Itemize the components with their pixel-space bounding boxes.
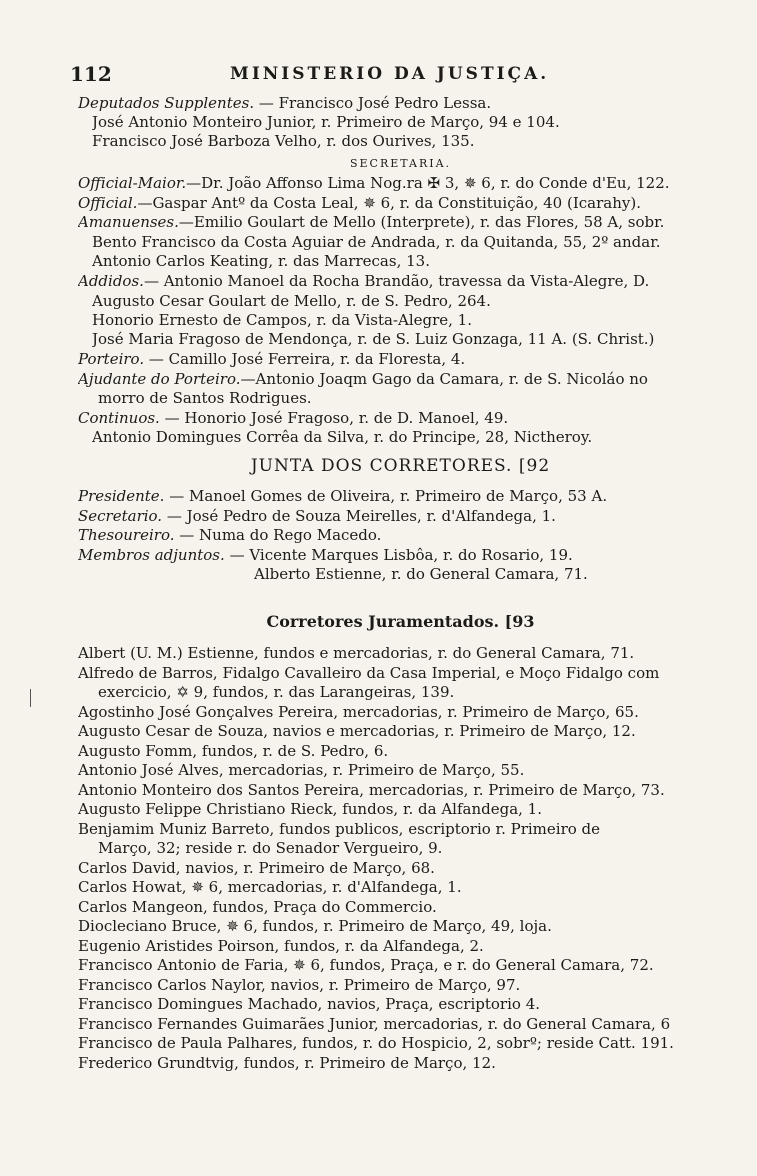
role-label: Official. xyxy=(78,194,138,212)
entry-line xyxy=(78,703,723,722)
entry-line xyxy=(78,507,723,526)
entry-line xyxy=(92,252,723,271)
entry-text: Março, 32; reside r. do Senador Vergueiro, 9. xyxy=(98,839,443,857)
entry-text: Carlos Howat, ✵ 6, mercadorias, r. d'Alfandega, 1. xyxy=(78,878,462,896)
page-number: 112 xyxy=(70,62,112,86)
entry-text: Antonio Carlos Keating, r. das Marrecas, 13. xyxy=(92,252,430,270)
entry-line xyxy=(78,1054,723,1073)
entry-line xyxy=(92,113,723,132)
entry-line xyxy=(78,1034,723,1053)
entry-line xyxy=(92,311,723,330)
section-heading xyxy=(78,153,723,172)
entry-text: morro de Santos Rodrigues. xyxy=(98,389,312,407)
entry-line xyxy=(92,428,723,447)
role-label: Thesoureiro. xyxy=(78,526,175,544)
entry-text: José Antonio Monteiro Junior, r. Primeiro de Março, 94 e 104. xyxy=(92,113,560,131)
entry-text: Antonio Monteiro dos Santos Pereira, mercadorias, r. Primeiro de Março, 73. xyxy=(78,781,665,799)
section-heading-text: JUNTA DOS CORRETORES. [92 xyxy=(250,457,551,476)
entry-text: Francisco Carlos Naylor, navios, r. Primeiro de Março, 97. xyxy=(78,976,521,994)
entry-line xyxy=(78,664,723,683)
entry-text: Francisco Antonio de Faria, ✵ 6, fundos, Praça, e r. do General Camara, 72. xyxy=(78,956,654,974)
entry-line xyxy=(92,233,723,252)
section-heading-text: SECRETARIA. xyxy=(349,157,452,170)
entry-text: — José Pedro de Souza Meirelles, r. d'Alfandega, 1. xyxy=(166,507,556,525)
entry-text: Francisco Domingues Machado, navios, Praça, escriptorio 4. xyxy=(78,995,541,1013)
entry-text: Antonio José Alves, mercadorias, r. Primeiro de Março, 55. xyxy=(78,761,525,779)
entry-line xyxy=(78,350,723,369)
entry-text: — Francisco José Pedro Lessa. xyxy=(258,94,492,112)
role-label: Addidos. xyxy=(78,272,144,290)
entry-line xyxy=(78,194,723,213)
entry-line xyxy=(78,878,723,897)
entry-line xyxy=(78,370,723,389)
entry-line xyxy=(92,330,723,349)
entry-text: Honorio Ernesto de Campos, r. da Vista-Alegre, 1. xyxy=(92,311,472,329)
page-header xyxy=(70,62,720,88)
entry-line xyxy=(98,389,723,408)
entry-text: —Dr. João Affonso Lima Nog.ra ✠ 3, ✵ 6, r. do Conde d'Eu, 122. xyxy=(186,174,670,192)
entry-line xyxy=(78,213,723,232)
entry-line xyxy=(78,781,723,800)
entry-line xyxy=(78,94,723,113)
entry-line xyxy=(78,859,723,878)
entry-text: — Vicente Marques Lisbôa, r. do Rosario, 19. xyxy=(229,546,573,564)
entry-text: Alfredo de Barros, Fidalgo Cavalleiro da Casa Imperial, e Moço Fidalgo com xyxy=(78,664,660,682)
section-heading xyxy=(78,612,723,634)
entry-line xyxy=(78,976,723,995)
margin-mark xyxy=(30,689,31,707)
entry-text: Frederico Grundtvig, fundos, r. Primeiro de Março, 12. xyxy=(78,1054,496,1072)
entry-text: Francisco de Paula Palhares, fundos, r. do Hospicio, 2, sobrº; reside Catt. 191. xyxy=(78,1034,674,1052)
entry-text: Agostinho José Gonçalves Pereira, mercadorias, r. Primeiro de Março, 65. xyxy=(78,703,639,721)
entry-line xyxy=(92,132,723,151)
entry-text: Antonio Domingues Corrêa da Silva, r. do Principe, 28, Nictheroy. xyxy=(92,428,593,446)
entry-text: Augusto Fomm, fundos, r. de S. Pedro, 6. xyxy=(78,742,389,760)
entry-line xyxy=(78,761,723,780)
entry-text: Benjamim Muniz Barreto, fundos publicos, escriptorio r. Primeiro de xyxy=(78,820,601,838)
entry-text: Albert (U. M.) Estienne, fundos e mercadorias, r. do General Camara, 71. xyxy=(78,644,635,662)
role-label: Presidente. xyxy=(78,487,165,505)
entry-text: Francisco Fernandes Guimarães Junior, mercadorias, r. do General Camara, 6 xyxy=(78,1015,671,1033)
entry-line xyxy=(78,742,723,761)
entry-text: Carlos David, navios, r. Primeiro de Março, 68. xyxy=(78,859,435,877)
entry-line xyxy=(78,995,723,1014)
entry-line xyxy=(78,174,723,193)
entry-text: — Honorio José Fragoso, r. de D. Manoel, 49. xyxy=(164,409,509,427)
role-label: Official-Maior. xyxy=(78,174,187,192)
entry-line xyxy=(78,937,723,956)
role-label: Amanuenses. xyxy=(78,213,179,231)
entry-line xyxy=(78,917,723,936)
entry-text: — Camillo José Ferreira, r. da Floresta, 4. xyxy=(148,350,466,368)
section-heading xyxy=(78,457,723,481)
role-label: Membros adjuntos. xyxy=(78,546,225,564)
entry-line xyxy=(78,409,723,428)
entry-text: —Antonio Joaqm Gago da Camara, r. de S. Nicoláo no xyxy=(240,370,648,388)
entry-text: Bento Francisco da Costa Aguiar de Andrada, r. da Quitanda, 55, 2º andar. xyxy=(92,233,661,251)
entry-line xyxy=(78,722,723,741)
section-heading-text: Corretores Juramentados. [93 xyxy=(266,612,535,631)
entry-text: Alberto Estienne, r. do General Camara, 71. xyxy=(254,565,588,583)
entry-text: — Manoel Gomes de Oliveira, r. Primeiro de Março, 53 A. xyxy=(169,487,608,505)
entry-text: — Antonio Manoel da Rocha Brandão, travessa da Vista-Alegre, D. xyxy=(143,272,650,290)
entry-text: —Emilio Goulart de Mello (Interprete), r. das Flores, 58 A, sobr. xyxy=(178,213,665,231)
entry-line xyxy=(78,898,723,917)
running-title: MINISTERIO DA JUSTIÇA. xyxy=(230,64,550,84)
entry-line xyxy=(78,487,723,506)
entry-line xyxy=(98,683,723,702)
entry-line xyxy=(78,272,723,291)
entry-text: Carlos Mangeon, fundos, Praça do Commercio. xyxy=(78,898,437,916)
entry-text: Augusto Cesar de Souza, navios e mercadorias, r. Primeiro de Março, 12. xyxy=(78,722,636,740)
entry-line xyxy=(98,839,723,858)
entry-text: exercicio, ✡ 9, fundos, r. das Larangeiras, 139. xyxy=(98,683,455,701)
entry-line xyxy=(254,565,714,584)
entry-line xyxy=(78,956,723,975)
entry-text: Francisco José Barboza Velho, r. dos Ourives, 135. xyxy=(92,132,475,150)
entry-line xyxy=(92,292,723,311)
entry-line xyxy=(78,644,723,663)
entry-text: — Numa do Rego Macedo. xyxy=(179,526,382,544)
role-label: Porteiro. xyxy=(78,350,145,368)
entry-line xyxy=(78,820,723,839)
role-label: Deputados Supplentes. xyxy=(78,94,255,112)
role-label: Secretario. xyxy=(78,507,163,525)
entry-text: José Maria Fragoso de Mendonça, r. de S. Luiz Gonzaga, 11 A. (S. Christ.) xyxy=(92,330,655,348)
role-label: Ajudante do Porteiro. xyxy=(78,370,241,388)
entry-text: Augusto Felippe Christiano Rieck, fundos, r. da Alfandega, 1. xyxy=(78,800,542,818)
entry-text: Diocleciano Bruce, ✵ 6, fundos, r. Primeiro de Março, 49, loja. xyxy=(78,917,552,935)
role-label: Continuos. xyxy=(78,409,160,427)
entry-line xyxy=(78,526,723,545)
entry-line xyxy=(78,800,723,819)
entry-line xyxy=(78,1015,723,1034)
entry-text: Augusto Cesar Goulart de Mello, r. de S. Pedro, 264. xyxy=(92,292,491,310)
entry-line xyxy=(78,546,723,565)
entry-text: —Gaspar Antº da Costa Leal, ✵ 6, r. da Constituição, 40 (Icarahy). xyxy=(137,194,641,212)
entry-text: Eugenio Aristides Poirson, fundos, r. da Alfandega, 2. xyxy=(78,937,484,955)
